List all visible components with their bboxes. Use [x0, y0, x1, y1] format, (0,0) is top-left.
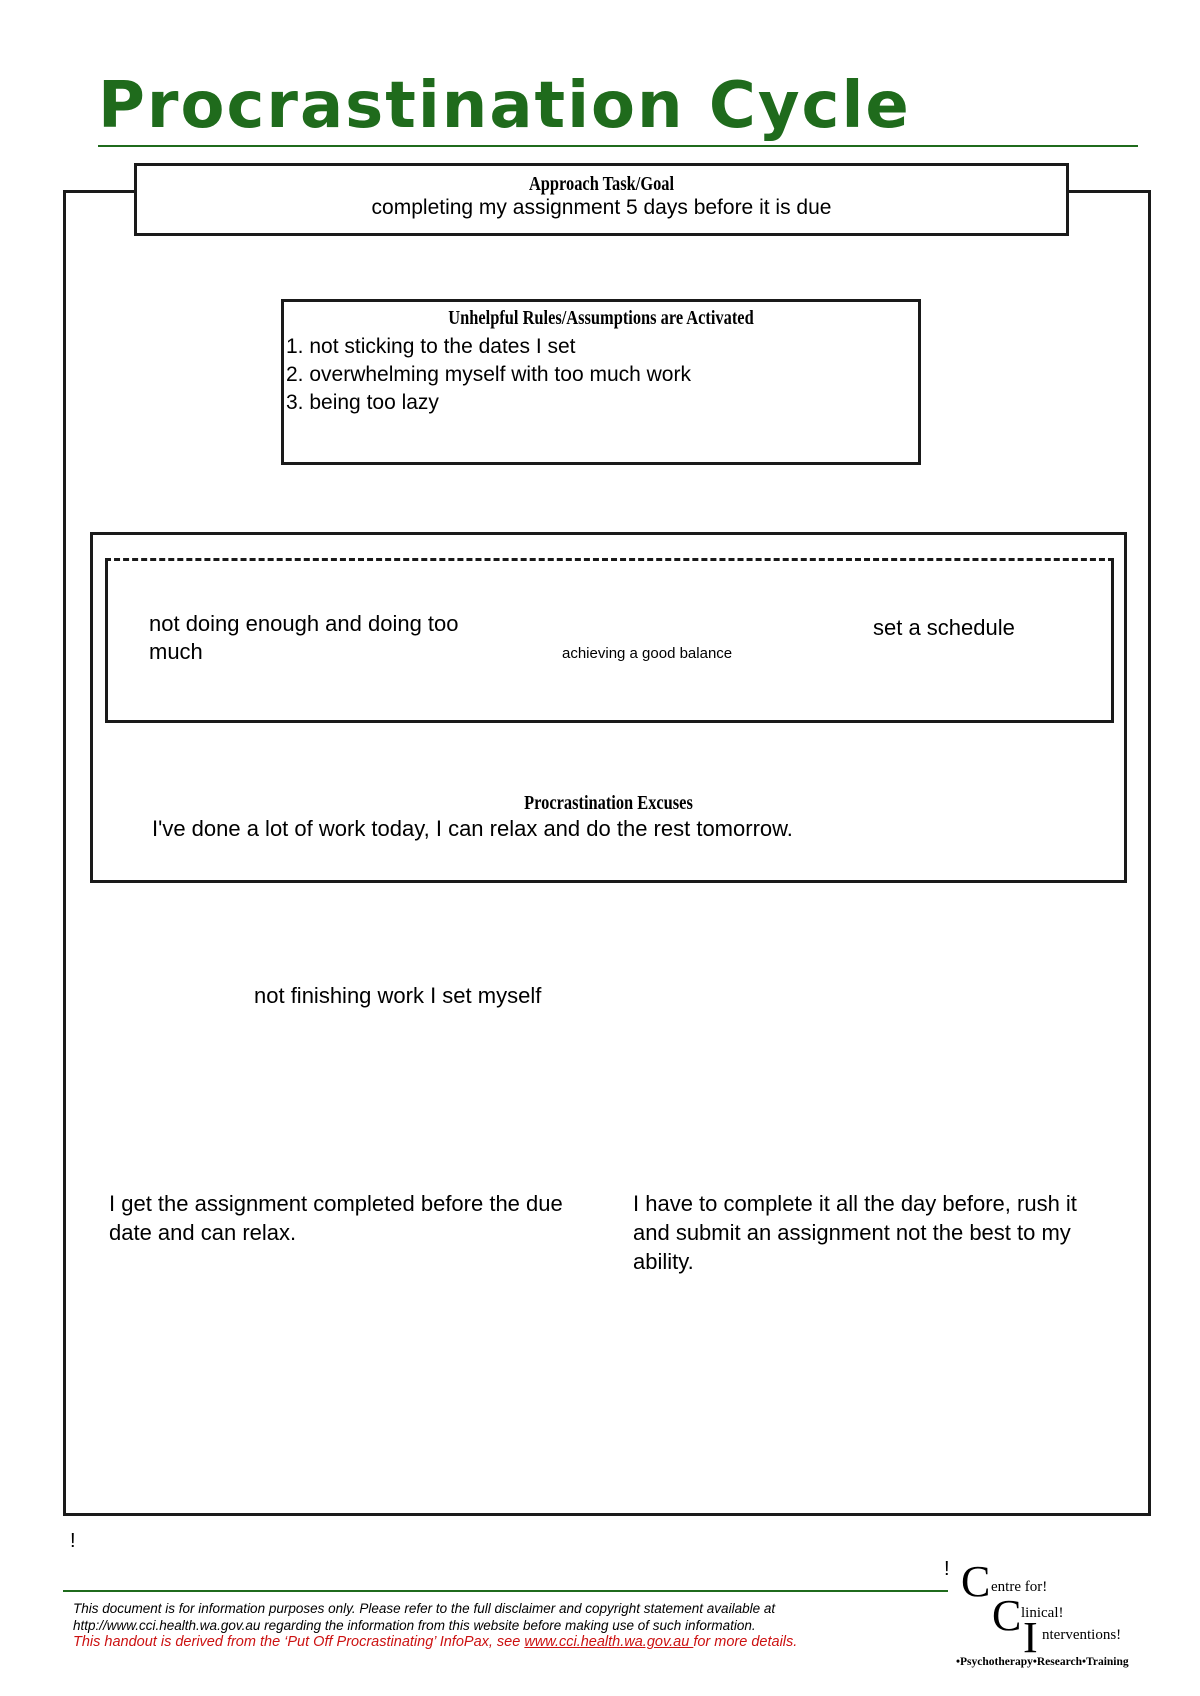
cci-logo — [956, 1557, 1156, 1676]
negative-consequence-text: I have to complete it all the day before, rush it and submit an assignment not the best to my ability. — [633, 1191, 1077, 1274]
handout-suffix: for more details. — [693, 1634, 798, 1650]
logo-letter-i: I — [1023, 1613, 1038, 1662]
excuses-text: I've done a lot of work today, I can relax and do the rest tomorrow. — [152, 816, 793, 841]
logo-letter-c1: C — [961, 1557, 991, 1606]
cci-website-link[interactable]: www.cci.health.wa.gov.au — [524, 1634, 694, 1650]
activity-text: not finishing work I set myself — [254, 983, 542, 1008]
footer-rule — [63, 1590, 948, 1592]
right-mark: ! — [944, 1558, 950, 1580]
rule-item: 3. being too lazy — [286, 391, 439, 414]
unhelpful-rules-box — [281, 299, 921, 465]
discomfort-middle-text: achieving a good balance — [562, 645, 733, 662]
handout-prefix: This handout is derived from the ‘Put Off Procrastinating’ InfoPax, see — [73, 1634, 525, 1650]
discomfort-right-text: set a schedule — [873, 615, 1015, 640]
positive-consequence-text: I get the assignment completed before the due date and can relax. — [109, 1191, 563, 1245]
left-mark: ! — [70, 1530, 76, 1552]
logo-line3: nterventions! — [1042, 1627, 1122, 1643]
discomfort-left-text: not doing enough and doing too much — [149, 611, 459, 664]
logo-tagline: •Psychotherapy•Research•Training — [956, 1656, 1129, 1668]
page-title: Procrastination Cycle — [98, 69, 911, 143]
logo-letter-c2: C — [992, 1591, 1022, 1640]
approach-task-heading: Approach Task/Goal — [528, 173, 675, 195]
handout-note — [73, 1634, 797, 1650]
title-underline — [98, 145, 1138, 147]
unhelpful-rules-heading: Unhelpful Rules/Assumptions are Activated — [448, 307, 754, 329]
logo-line2: linical! — [1021, 1605, 1064, 1621]
disclaimer-text: This document is for information purposes only. Please refer to the full disclaimer and copyright statement available at http://www.cci.health.wa.gov.au regarding the information from this website before making use of such information. — [73, 1601, 776, 1633]
logo-line1: entre for! — [991, 1579, 1048, 1595]
approach-task-text: completing my assignment 5 days before it is due — [371, 196, 832, 219]
rule-item: 2. overwhelming myself with too much work — [286, 363, 691, 386]
excuses-heading: Procrastination Excuses — [524, 792, 693, 814]
rules-list — [286, 333, 918, 417]
approach-task-box — [134, 163, 1069, 236]
rule-item: 1. not sticking to the dates I set — [286, 335, 576, 358]
